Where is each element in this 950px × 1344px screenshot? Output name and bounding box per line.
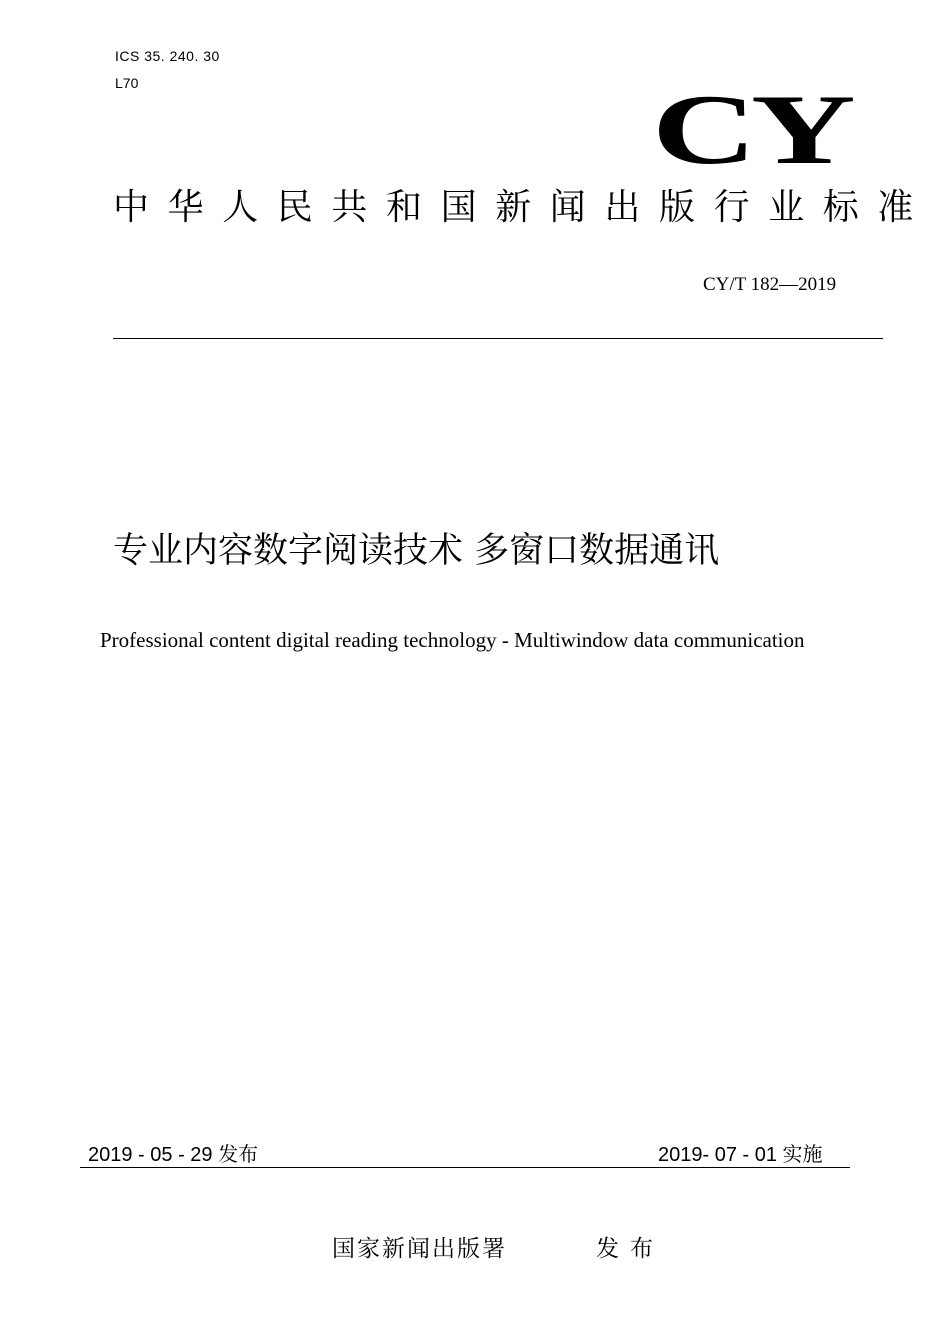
publish-label: 发布 <box>596 1236 664 1262</box>
header-divider <box>113 338 883 339</box>
issue-date: 2019 - 05 - 29 发布 <box>88 1144 259 1166</box>
ics-code: ICS 35. 240. 30 <box>115 48 220 64</box>
publisher-name: 国家新闻出版署 <box>332 1236 507 1262</box>
standard-category-title: 中华人民共和国新闻出版行业标准 <box>113 187 933 228</box>
implementation-date: 2019- 07 - 01 实施 <box>658 1144 823 1166</box>
document-title-chinese: 专业内容数字阅读技术 多窗口数据通讯 <box>113 531 720 571</box>
footer-divider <box>80 1167 850 1168</box>
ccs-code: L70 <box>115 75 139 91</box>
document-title-english: Professional content digital reading technology - Multiwindow data communication <box>100 628 805 652</box>
standard-number: CY/T 182—2019 <box>703 274 837 295</box>
standard-logo: CY <box>652 74 850 185</box>
